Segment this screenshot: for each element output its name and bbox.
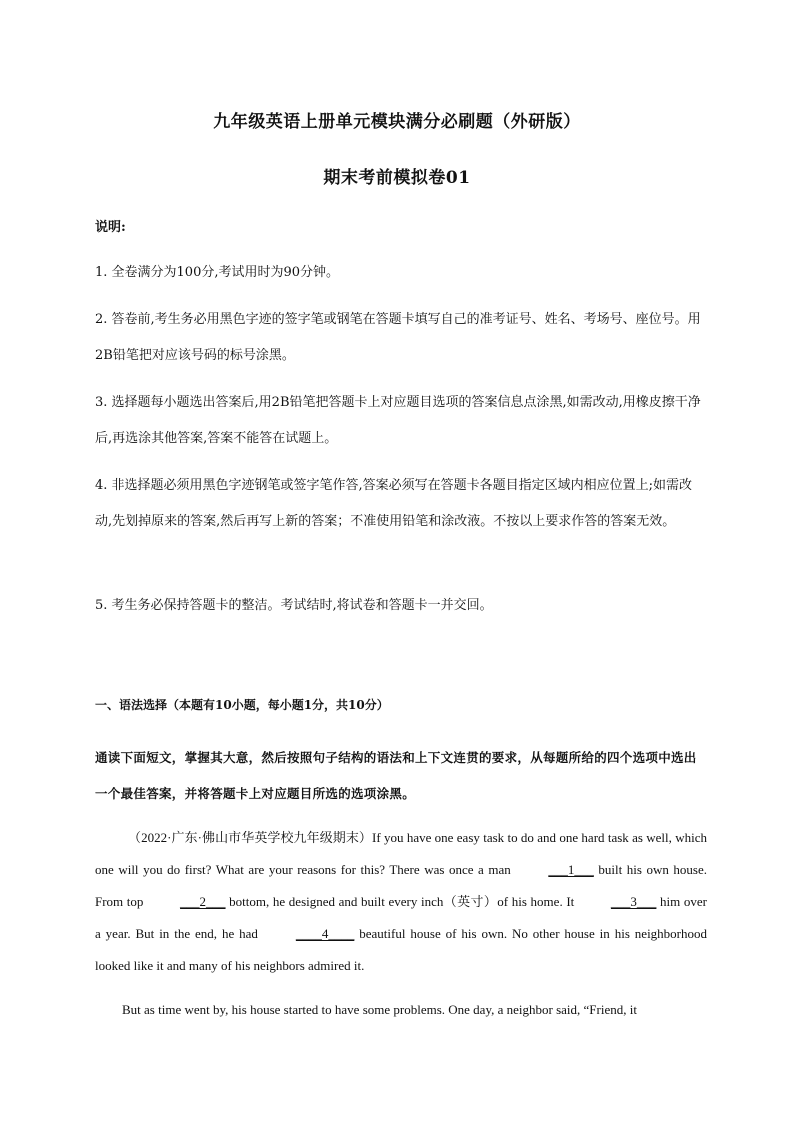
document-title: 九年级英语上册单元模块满分必刷题（外研版） bbox=[213, 112, 581, 132]
passage-paragraph-2: But as time went by, his house started to have some problems. One day, a neighbor said, “Friend, it bbox=[122, 1002, 637, 1017]
answer-blank-3: ___3___ bbox=[610, 894, 657, 909]
answer-blank-4: ____4____ bbox=[295, 926, 355, 941]
note-item-4: 4. 非选择题必须用黑色字迹钢笔或签字笔作答,答案必须写在答题卡各题目指定区域内相应位置上;如需改动,先划掉原来的答案,然后再写上新的答案；不准使用铅笔和涂改液。不按以上要求作答的答案无效。 bbox=[95, 478, 693, 529]
answer-blank-2: ___2___ bbox=[180, 894, 226, 909]
passage-text: beautiful house of his own. No other house in his neighborhood looked like it and many of his neighbors admired it. bbox=[95, 926, 708, 973]
document-subtitle: 期末考前模拟卷01 bbox=[323, 168, 471, 188]
passage-text: bottom, he designed and built every inch（英寸）of his home. It bbox=[225, 894, 578, 909]
note-item-2: 2. 答卷前,考生务必用黑色字迹的签字笔或钢笔在答题卡填写自己的准考证号、姓名、考场号、座位号。用2B铅笔把对应该号码的标号涂黑。 bbox=[95, 312, 701, 363]
passage-text: built his own house. From top bbox=[95, 862, 707, 909]
note-item-5: 5. 考生务必保持答题卡的整洁。考试结时,将试卷和答题卡一并交回。 bbox=[95, 598, 493, 613]
passage-text: （2022·广东·佛山市华英学校九年级期末）If you have one easy task to do and one hard task as well, which one will you do first? What are your reasons for this? There was once a man bbox=[95, 830, 707, 877]
answer-blank-1: ___1___ bbox=[548, 862, 594, 877]
section-heading: 一、语法选择（本题有10小题，每小题1分，共10分） bbox=[95, 698, 389, 712]
passage-paragraph-1 bbox=[95, 822, 707, 982]
note-item-1: 1. 全卷满分为100分,考试用时为90分钟。 bbox=[95, 265, 340, 280]
notes-label: 说明: bbox=[95, 220, 126, 235]
section-instruction: 通读下面短文，掌握其大意，然后按照句子结构的语法和上下文连贯的要求，从每题所给的四个选项中选出一个最佳答案，并将答题卡上对应题目所选的选项涂黑。 bbox=[95, 750, 697, 801]
note-item-3: 3. 选择题每小题选出答案后,用2B铅笔把答题卡上对应题目选项的答案信息点涂黑,如需改动,用橡皮擦干净后,再选涂其他答案,答案不能答在试题上。 bbox=[95, 395, 701, 446]
passage-text: him over a year. But in the end, he had bbox=[95, 894, 707, 941]
